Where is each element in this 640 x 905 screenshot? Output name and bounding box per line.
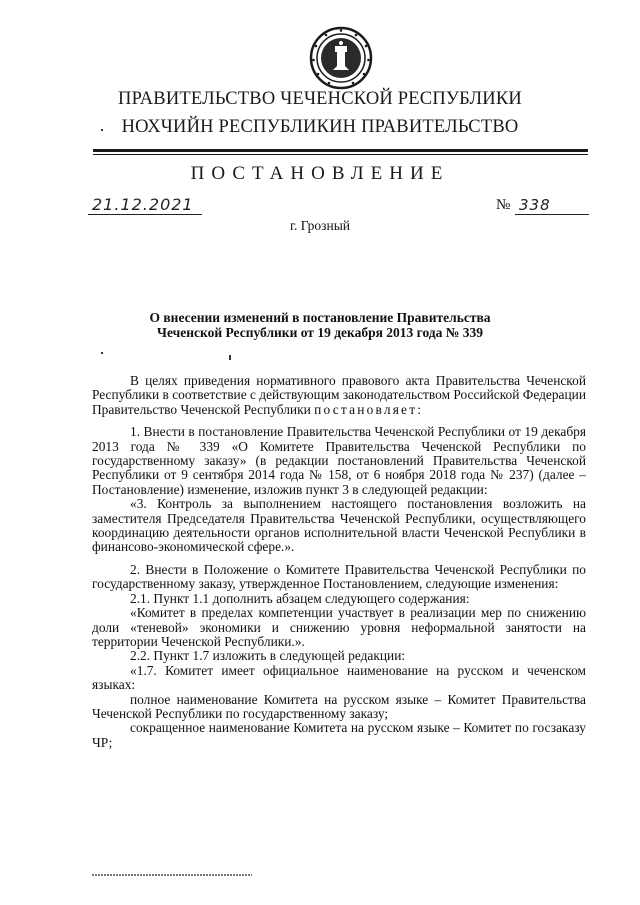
- paragraph-item-3-text: «3. Контроль за выполнением настоящего постановления возложить на заместителя Председателя Правительства Чеченской Республики, осуществляющего координацию деятельности органов исполнительной власти Чеченской Республики в финансово-экономической сфере.».: [92, 496, 586, 555]
- document-number: 338: [515, 196, 589, 215]
- paragraph-full-name: полное наименование Комитета на русском языке – Комитет Правительства Чеченской Республики по государственному заказу;: [92, 691, 586, 721]
- government-name-chechen: НОХЧИЙН РЕСПУБЛИКИН ПРАВИТЕЛЬСТВО: [121, 117, 519, 137]
- footer-scan-mark: [92, 874, 252, 876]
- paragraph-item-2-1: 2.1. Пункт 1.1 дополнить абзацем следующего содержания:: [130, 590, 470, 606]
- scan-speck: [101, 352, 103, 354]
- header-rule-thin: [93, 154, 588, 155]
- paragraph-item-1: 1. Внести в постановление Правительства Чеченской Республики от 19 декабря 2013 года № 339 «О Комитете Правительства Чеченской Республики по государственному заказу» (в редакции постановлений Правительства Чеченской Республики от 9 сентября 2014 года № 158, от 6 ноября 2018 года № 237) (далее – Постановление) изменение, изложив пункт 3 в следующей редакции:: [92, 424, 586, 497]
- heading-line-1: О внесении изменений в постановление Правительства: [149, 310, 491, 325]
- paragraph-item-2-2: 2.2. Пункт 1.7 изложить в следующей редакции:: [130, 648, 406, 664]
- city-name: г. Грозный: [289, 218, 351, 233]
- heading-line-2: Чеченской Республики от 19 декабря 2013 года № 339: [157, 325, 483, 340]
- paragraph-preamble: В целях приведения нормативного правового акта Правительства Чеченской Республики в соответствие с действующим законодательством Российской Федерации Правительство Чеченской Республики постановляет:: [92, 373, 586, 417]
- government-name-russian: ПРАВИТЕЛЬСТВО ЧЕЧЕНСКОЙ РЕСПУБЛИКИ: [118, 89, 522, 109]
- document-date: 21.12.2021: [88, 196, 202, 215]
- scan-speck: [101, 129, 103, 131]
- paragraph-short-name: сокращенное наименование Комитета на русском языке – Комитет по госзаказу ЧР;: [92, 720, 586, 750]
- document-body: [92, 374, 586, 750]
- paragraph-item-2-1-text: «Комитет в пределах компетенции участвует в реализации мер по снижению доли «теневой» экономики и снижению уровня неформальной занятости на территории Чеченской Республики.».: [92, 605, 586, 649]
- scan-speck: [229, 355, 231, 360]
- coat-of-arms-emblem: [309, 26, 373, 90]
- document-type-title: ПОСТАНОВЛЕНИЕ: [190, 163, 450, 184]
- decree-keyword: постановляет:: [314, 401, 424, 417]
- header-rule-thick: [93, 149, 588, 152]
- paragraph-item-2: 2. Внести в Положение о Комитете Правительства Чеченской Республики по государственному заказу, утвержденное Постановлением, следующие изменения:: [92, 561, 586, 592]
- document-heading: [0, 310, 640, 340]
- paragraph-item-1-7-text: «1.7. Комитет имеет официальное наименование на русском и чеченском языках:: [92, 662, 586, 693]
- document-number-label: №: [496, 197, 511, 213]
